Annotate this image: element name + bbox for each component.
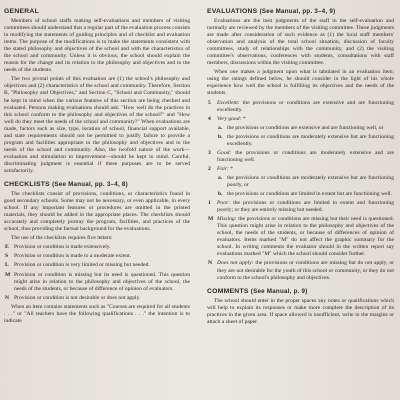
- letter-text: Provision or condition is not desirable or does not apply.: [14, 294, 141, 301]
- rating-key: 4: [208, 115, 211, 122]
- general-paragraph-2: The two pivotal points of this evaluation are (1) the school's philosophy and objectives and (2) characteristics of the school and community. Therefore, Section B, "Philosophy and Objectives," and Section C, "School and Community," should be kept in mind when the various features of this section are being checked and evaluated. Persons making evaluations should ask: "How well do the practices in this school conform to the philosophy and objectives of the school?" and "How well do they meet the needs of the school and community?" When evaluations are made, factors such as size, type, location of school, financial support available, and state requirements should not be permitted to justify failure to provide a program and facilities appropriate to the philosophy and objectives and to the needs of the school and community. Also, the twofold nature of the work—evaluation and stimulation to improvement—should be kept in mind. Careful, discriminating judgment is essential if these purposes are to be served satisfactorily.: [4, 76, 190, 174]
- letter-text: Provision or condition is made extensively.: [14, 244, 111, 251]
- rating-item: [207, 200, 394, 214]
- checklists-heading-title: CHECKLISTS: [4, 181, 50, 189]
- rating-label: Very good:: [217, 115, 242, 122]
- rating-key: 2: [208, 165, 211, 172]
- checklists-paragraph-1: The checklists consist of provisions, conditions, or characteristics found in good secondary schools. Some may not be necessary, or even applicable, in every school. If any important features or procedures are omitted in the printed materials, they should be added in the appropriate places. The checklists should accurately and completely portray the program, facilities, and practices of the school, thus providing the factual background for the evaluations.: [4, 191, 190, 233]
- checklist-letter-item: [4, 262, 190, 269]
- rating-item: [207, 100, 394, 114]
- rating-text: the provisions or conditions are limited in extent and functioning poorly; or they are entirely missing but needed.: [217, 200, 394, 214]
- rating-text: the provisions or conditions are missing but their need is questioned. This question might arise in relation to the philosophy and objectives of the school, the needs of the students, or because of differences of opinion of evaluators. Items marked "M" do not affect the graphic summary for the school. In writing comments the evaluator should in the written report say evaluations marked "M" which the school should consider further.: [217, 216, 394, 258]
- rating-text: the provisions or conditions are moderately extensive but are functioning excellently.: [227, 133, 394, 147]
- rating-key: a.: [218, 174, 223, 181]
- rating-text: *: [228, 165, 234, 172]
- letter-key: S: [5, 253, 9, 260]
- letter-text: Provision or condition is very limited or missing but needed.: [14, 262, 150, 269]
- letter-text: Provision or condition is missing but its need is questioned. This question might arise in relation to the philosophy and objectives of the school, the needs of the students, or because of difference of opinion of evaluators.: [14, 271, 190, 292]
- rating-label: Does not apply:: [217, 260, 254, 267]
- general-heading: GENERAL: [4, 8, 39, 15]
- rating-key: N: [208, 260, 213, 267]
- rating-sub-item: [207, 175, 394, 189]
- checklist-letter-item: [4, 295, 190, 302]
- checklists-heading-ref: (See Manual, pp. 3–4, 8): [52, 181, 128, 189]
- rating-sub-item: [207, 191, 394, 198]
- right-column: [207, 8, 394, 400]
- evaluations-paragraph-2: When one makes a judgment upon what is tabulated in an evaluation item, using the ratings defined below, he should consider in the light of his whole experience how well the school is fulfilling its objectives and the needs of the students.: [207, 69, 394, 97]
- rating-item: [207, 150, 394, 164]
- rating-key: 5: [208, 99, 211, 106]
- checklists-paragraph-3: When an item contains statements such as "Courses are required for all students . . ." or "All teachers have the following qualifications . . ." the intention is to indicate: [4, 303, 190, 324]
- evaluations-heading: [207, 8, 394, 15]
- letter-text: Provision or condition is made to a moderate extent.: [14, 253, 131, 260]
- comments-heading-ref: (See Manual, p. 9): [250, 287, 308, 295]
- rating-key: 1: [208, 200, 211, 207]
- rating-label: Poor:: [217, 200, 231, 207]
- rating-key: b.: [218, 191, 223, 198]
- rating-label: Fair:: [217, 165, 229, 172]
- checklists-paragraph-2: The use of the checklists requires five letters:: [11, 235, 113, 242]
- rating-text: the provisions or conditions are moderately extensive but are functioning poorly, or: [227, 174, 394, 188]
- general-paragraph-1: Members of school staffs making self-evaluations and members of visiting committees should understand that a regular part of the evaluation process consists in modifying the statements of guiding principles and of checklist and evaluation items. The purpose of the modifications is to make the statements consistent with the stated philosophy and objectives of the school and with the characteristics of the school and community. Unless it is obvious, the school should explain the reason for the change and its relation to the philosophy and objectives and to the needs of the students.: [4, 18, 190, 74]
- letter-key: M: [5, 271, 11, 278]
- evaluations-paragraph-1: Evaluations are the best judgments of the staff in the self-evaluation and normally are reviewed by the members of the visiting committee. These judgments are made after consideration of such evidence as (1) the local staff members' observation and analysis of the total school situation, discussion of faculty committees, study of relationships with the community, and (2) the visiting committee's observations, conferences with students, consultations with staff members, discussions within the visiting committee.: [207, 18, 394, 67]
- rating-text: the provisions or conditions are extensive and are functioning well, or: [227, 124, 384, 131]
- rating-key: 3: [208, 149, 211, 156]
- checklist-letter-item: [4, 272, 190, 293]
- rating-text: the provisions or conditions are missing but do not apply, or they are not desirable for the youth of this school or community, or they do not conform to the school's philosophy and objectives.: [217, 260, 394, 281]
- evaluations-heading-ref: (See Manual, pp. 3–4, 9): [259, 8, 336, 15]
- checklist-letter-item: [4, 244, 190, 251]
- rating-label: Missing:: [217, 216, 237, 223]
- checklists-heading: [4, 181, 190, 188]
- comments-paragraph-1: The school should enter in the proper spaces any notes or qualifications which will help to explain its responses or make more complete the description of its practices in the given area. If space allowed is insufficient, write in the margins or attach a sheet of paper.: [207, 297, 394, 325]
- rating-item: [207, 216, 394, 258]
- rating-item: [207, 116, 394, 123]
- rating-sub-item: [207, 134, 394, 148]
- rating-key: a.: [218, 124, 223, 131]
- rating-text: the provisions or conditions are moderately extensive and are functioning well.: [217, 149, 394, 163]
- rating-label: Excellent:: [217, 99, 240, 106]
- letter-key: L: [5, 262, 9, 269]
- rating-text: the provisions or conditions are limited in extent but are functioning well.: [227, 191, 392, 198]
- rating-text: *: [241, 115, 246, 122]
- comments-heading-title: COMMENTS: [207, 287, 249, 295]
- comments-heading: [207, 288, 394, 295]
- letter-key: N: [5, 294, 10, 301]
- left-column: [4, 8, 190, 400]
- rating-text: the provisions or conditions are extensive and are functioning excellently.: [217, 99, 394, 113]
- evaluations-heading-title: EVALUATIONS: [207, 8, 258, 15]
- rating-key: b.: [218, 133, 223, 140]
- rating-item: [207, 260, 394, 281]
- checklist-letter-item: [4, 253, 190, 260]
- rating-label: Good:: [217, 149, 232, 156]
- letter-key: E: [5, 244, 9, 251]
- rating-key: M: [208, 216, 214, 223]
- rating-sub-item: [207, 125, 394, 132]
- rating-item: [207, 166, 394, 173]
- rating-scale-list: [207, 100, 394, 282]
